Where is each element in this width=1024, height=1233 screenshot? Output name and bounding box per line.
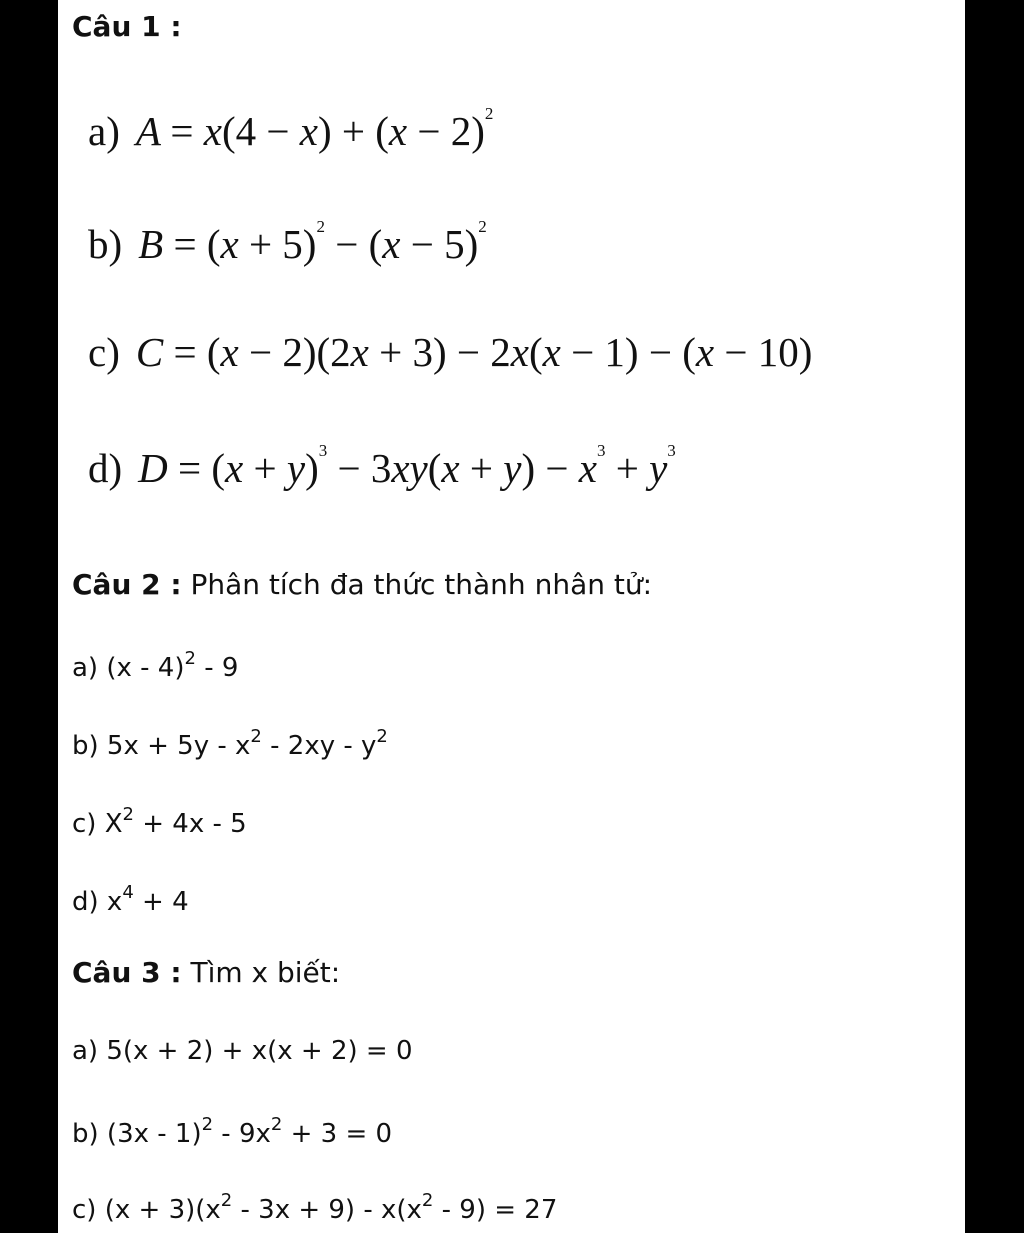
math-expression: $(x + 3)(x^2 - 3x + 9) - x(x^2 - 9) = 27$ (104, 1190, 558, 1225)
item-label: a) (88, 108, 120, 154)
question-1-title: Câu 1 : (72, 10, 182, 43)
math-expression: $A = x(4 - x) + (x - 2)^2$ (135, 104, 494, 154)
item-label: d) (72, 887, 99, 917)
question-2-item-c (72, 804, 247, 839)
item-label: a) (72, 653, 99, 683)
question-3-item-c (72, 1190, 557, 1225)
math-expression: $D = (x + y)^3 - 3xy(x + y) - x^3 + y^3$ (138, 441, 676, 491)
question-2-prompt: Phân tích đa thức thành nhân tử: (190, 568, 653, 601)
math-expression: $5x + 5y - x^2 - 2xy - y^2$ (106, 726, 388, 761)
math-expression: $(3x - 1)^2 - 9x^2 + 3 = 0$ (106, 1114, 393, 1149)
item-label: d) (88, 445, 123, 491)
math-expression: $X^2 + 4x - 5$ (104, 804, 247, 839)
item-label: b) (88, 221, 123, 267)
question-2-item-a (72, 648, 238, 683)
question-1-item-d (88, 441, 676, 492)
math-expression: $x^4 + 4$ (106, 882, 189, 917)
item-label: b) (72, 731, 99, 761)
item-label: c) (88, 329, 120, 375)
question-3-heading (72, 956, 340, 989)
question-3-item-a (72, 1036, 413, 1066)
question-3-item-b (72, 1114, 392, 1149)
item-label: a) (72, 1036, 99, 1066)
question-2-heading (72, 568, 652, 601)
math-expression: (x - 4)$^2$ - 9 (106, 648, 239, 683)
question-1-heading (72, 10, 182, 43)
question-3-title: Câu 3 : (72, 956, 182, 989)
question-2-item-d (72, 882, 189, 917)
question-1-item-b (88, 217, 487, 268)
item-label: c) (72, 809, 97, 839)
question-2-title: Câu 2 : (72, 568, 182, 601)
question-2-item-b (72, 726, 388, 761)
math-expression: 5(x + 2) + x(x + 2) = 0 (106, 1036, 413, 1066)
math-expression: C = (x − 2)(2x + 3) − 2x(x − 1) − (x − 10) (135, 329, 813, 375)
document-page (58, 0, 965, 1233)
question-1-item-a (88, 104, 493, 155)
question-1-item-c (88, 328, 812, 376)
question-3-prompt: Tìm x biết: (190, 956, 341, 989)
item-label: b) (72, 1119, 99, 1149)
math-expression: $B = (x + 5)^2 - (x - 5)^2$ (138, 217, 487, 267)
item-label: c) (72, 1195, 97, 1225)
